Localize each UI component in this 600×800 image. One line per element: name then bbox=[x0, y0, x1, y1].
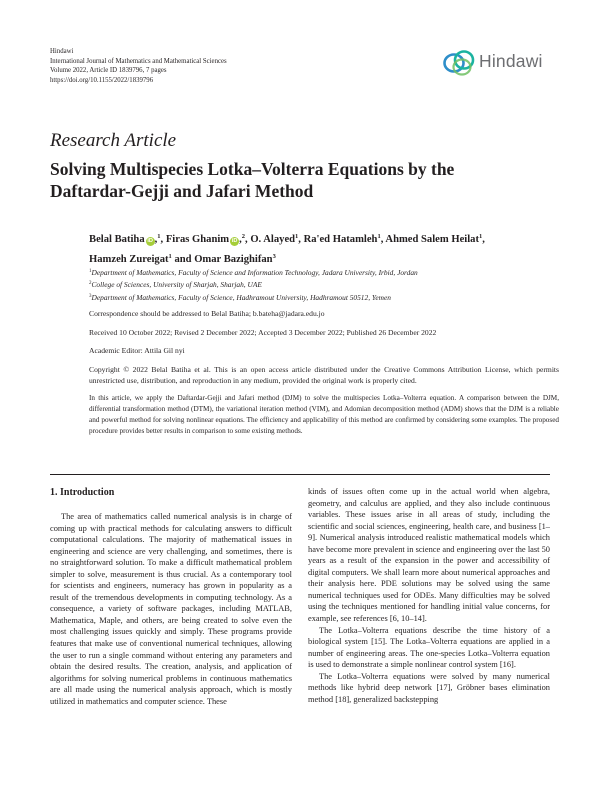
academic-editor: Academic Editor: Attila Gil nyi bbox=[89, 346, 185, 355]
section-divider bbox=[50, 474, 550, 475]
introduction-heading: 1. Introduction bbox=[50, 487, 115, 498]
author-name: Ahmed Salem Heilat bbox=[385, 234, 479, 245]
intro-paragraph-2: kinds of issues often come up in the actual world when algebra, geometry, and calculus are applied, and they also include continuous variables. These issues arise in all areas of study, including the scientific and social sciences, engineering, health care, and business [1–9]. Numerical analysis introduced realistic mathematical models which have become more prevalent in science and engineering over the last 50 years as a result of the expansion in the power and accessibility of digital computers. We shall learn more about numerical approaches and their analysis here. PDE solutions may be solved using the same numerical techniques used for ODEs. Many difficulties may be solved using the techniques mentioned for handling initial value concerns, for example, see references [6, 10–14]. bbox=[308, 487, 550, 624]
journal-header bbox=[50, 47, 350, 85]
intro-paragraph-4: The Lotka–Volterra equations were solved by many numerical methods like hybrid deep network [17], Gröbner bases elimination method [18], generalized backstepping bbox=[308, 671, 550, 704]
copyright-notice: Copyright © 2022 Belal Batiha et al. This is an open access article distributed under the Creative Commons Attribution License, which permits unrestricted use, distribution, and reproduction in any medium, provided the original work is properly cited. bbox=[89, 365, 559, 385]
hindawi-logo bbox=[442, 48, 552, 78]
author-name: Hamzeh Zureigat bbox=[89, 254, 169, 265]
affiliation-text: Department of Mathematics, Faculty of Science and Information Technology, Jadara University, Irbid, Jordan bbox=[91, 268, 418, 277]
author-affiliation-marker: 2 bbox=[241, 233, 246, 240]
author-affiliation-marker: 1 bbox=[377, 233, 381, 240]
intro-paragraph-3: The Lotka–Volterra equations describe the time history of a biological system [15]. The Lotka–Volterra equations are applied in a number of engineering areas. The one-species Lotka–Volterra equation is used to demonstrate a simple nonlinear control system [16]. bbox=[308, 625, 550, 670]
volume-info: Volume 2022, Article ID 1839796, 7 pages bbox=[50, 67, 167, 75]
publication-dates: Received 10 October 2022; Revised 2 December 2022; Accepted 3 December 2022; Published 26 December 2022 bbox=[89, 328, 437, 337]
article-type: Research Article bbox=[50, 130, 177, 151]
affiliation-item bbox=[89, 266, 559, 278]
hindawi-logo-text: Hindawi bbox=[479, 51, 543, 71]
hindawi-logo-mark bbox=[442, 48, 478, 78]
publisher-name: Hindawi bbox=[50, 48, 74, 55]
affiliation-item bbox=[89, 278, 559, 290]
left-column bbox=[50, 487, 292, 707]
author-name: Omar Bazighifan bbox=[194, 254, 273, 265]
author-and: and bbox=[171, 254, 195, 265]
orcid-icon[interactable]: iD bbox=[231, 238, 238, 244]
author-name: Firas Ghanim bbox=[165, 234, 230, 245]
right-column bbox=[308, 486, 550, 705]
doi-link[interactable]: https://doi.org/10.1155/2022/1839796 bbox=[50, 76, 154, 84]
author-list: Belal Batiha iD ,$^1$, Firas Ghanim iD ,$^2$, O. Alayed$^1$, Ra'ed Hatamleh$^1$, Ahmed Salem Heilat$^1$, Hamzeh Zureigat$^1$ and Omar Bazighifan$^3$ bbox=[89, 233, 485, 265]
affiliation-number: 3 bbox=[89, 293, 92, 299]
author-affiliation-marker: 1 bbox=[168, 253, 172, 260]
abstract: In this article, we apply the Daftardar-Gejji and Jafari method (DJM) to solve the multispecies Lotka–Volterra equation. A comparison between the DJM, differential transformation method (DTM), the variational iteration method (VIM), and Adomian decomposition method (ADM) shows that the DJM is a reliable and powerful method for solving nonlinear equations. The efficiency and applicability of this method are confirmed by considering some examples. The proposed procedure provides better results in comparison to some existing methods. bbox=[89, 394, 559, 435]
correspondence-note: Correspondence should be addressed to Belal Batiha; b.bateha@jadara.edu.jo bbox=[89, 309, 325, 318]
affiliation-item bbox=[89, 291, 559, 303]
affiliation-number: 2 bbox=[89, 281, 92, 287]
affiliation-number: 1 bbox=[89, 269, 92, 274]
article-title bbox=[50, 158, 530, 202]
intro-paragraph-1: The area of mathematics called numerical analysis is in charge of coming up with practical methods for calculating answers to difficult computational calculations. The majority of mathematical issues in engineering and science are very challenging, and sometimes, there is no straightforward solution. To make a difficult mathematical problem simpler to solve, measurement is thus crucial. As a contemporary tool for scientists and engineers, numeracy has grown in popularity as a result of the tremendous developments in computing technology. As a consequence, a variety of software packages, including MATLAB, Mathematica, Maple, and others, are being created to solve even the most challenging issues quickly and simply. These programs provide features that make use of conventional numerical techniques, allowing the user to run a single command without entering any parameters and obtain the desired results. The creation, analysis, and application of algorithms for solving numerical problems in continuous mathematics are all made using the numerical analysis approach, which is mostly utilized in mathematics and computer science. These bbox=[50, 512, 292, 706]
affiliation-text: College of Sciences, University of Sharjah, Sharjah, UAE bbox=[91, 280, 262, 290]
author-name: O. Alayed bbox=[250, 234, 296, 245]
journal-name: International Journal of Mathematics and Mathematical Sciences bbox=[50, 57, 227, 65]
author-affiliation-marker: 3 bbox=[272, 253, 276, 260]
author-affiliation-marker: 1 bbox=[479, 233, 483, 240]
affiliation-text: Department of Mathematics, Faculty of Science, Hadhramout University, Hadhramout 50512, Yemen bbox=[91, 292, 391, 302]
author-name: Belal Batiha bbox=[89, 234, 145, 245]
orcid-icon[interactable]: iD bbox=[147, 238, 153, 244]
affiliation-list bbox=[89, 266, 559, 303]
title-line-1: Solving Multispecies Lotka–Volterra Equations by the bbox=[50, 159, 455, 179]
author-name: Ra'ed Hatamleh bbox=[303, 234, 378, 245]
author-affiliation-marker: 1 bbox=[157, 233, 161, 240]
author-affiliation-marker: 1 bbox=[295, 233, 299, 240]
title-line-2: Daftardar-Gejji and Jafari Method bbox=[50, 181, 314, 201]
